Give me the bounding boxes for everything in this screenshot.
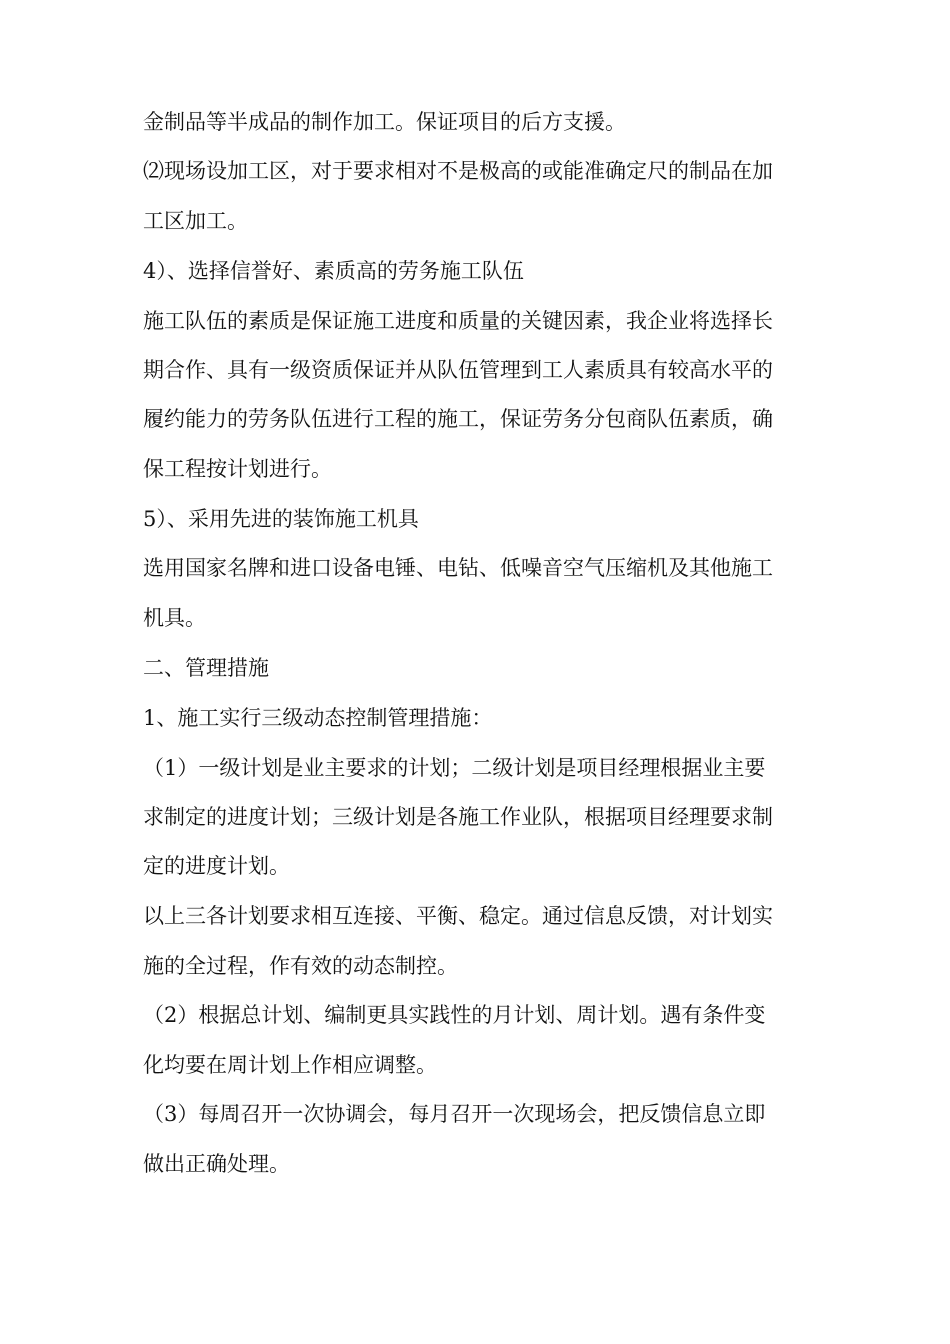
text-line: （1）一级计划是业主要求的计划；二级计划是项目经理根据业主要: [143, 756, 766, 780]
text-line: 选用国家名牌和进口设备电锤、电钻、低噪音空气压缩机及其他施工: [143, 556, 773, 580]
text-line: （3）每周召开一次协调会，每月召开一次现场会，把反馈信息立即: [143, 1102, 766, 1126]
text-line: 化均要在周计划上作相应调整。: [143, 1053, 437, 1077]
text-line: 施工队伍的素质是保证施工进度和质量的关键因素，我企业将选择长: [143, 309, 773, 333]
text-line: 求制定的进度计划；三级计划是各施工作业队，根据项目经理要求制: [143, 805, 773, 829]
text-line: 1、施工实行三级动态控制管理措施：: [143, 706, 493, 730]
text-line: 4）、选择信誉好、素质高的劳务施工队伍: [143, 259, 524, 283]
text-line: 做出正确处理。: [143, 1152, 290, 1176]
text-line: ⑵现场设加工区，对于要求相对不是极高的或能准确定尺的制品在加: [143, 159, 773, 183]
text-line: 以上三各计划要求相互连接、平衡、稳定。通过信息反馈，对计划实: [143, 904, 773, 928]
text-line: 施的全过程，作有效的动态制控。: [143, 954, 458, 978]
text-line: 金制品等半成品的制作加工。保证项目的后方支援。: [143, 110, 626, 134]
text-line: 二、管理措施: [143, 656, 269, 680]
text-line: 定的进度计划。: [143, 854, 290, 878]
text-line: 工区加工。: [143, 209, 248, 233]
text-line: 期合作、具有一级资质保证并从队伍管理到工人素质具有较高水平的: [143, 358, 773, 382]
text-line: （2）根据总计划、编制更具实践性的月计划、周计划。遇有条件变: [143, 1003, 766, 1027]
text-line: 履约能力的劳务队伍进行工程的施工，保证劳务分包商队伍素质，确: [143, 407, 773, 431]
text-line: 机具。: [143, 606, 206, 630]
text-line: 保工程按计划进行。: [143, 457, 332, 481]
text-line: 5）、采用先进的装饰施工机具: [143, 507, 419, 531]
